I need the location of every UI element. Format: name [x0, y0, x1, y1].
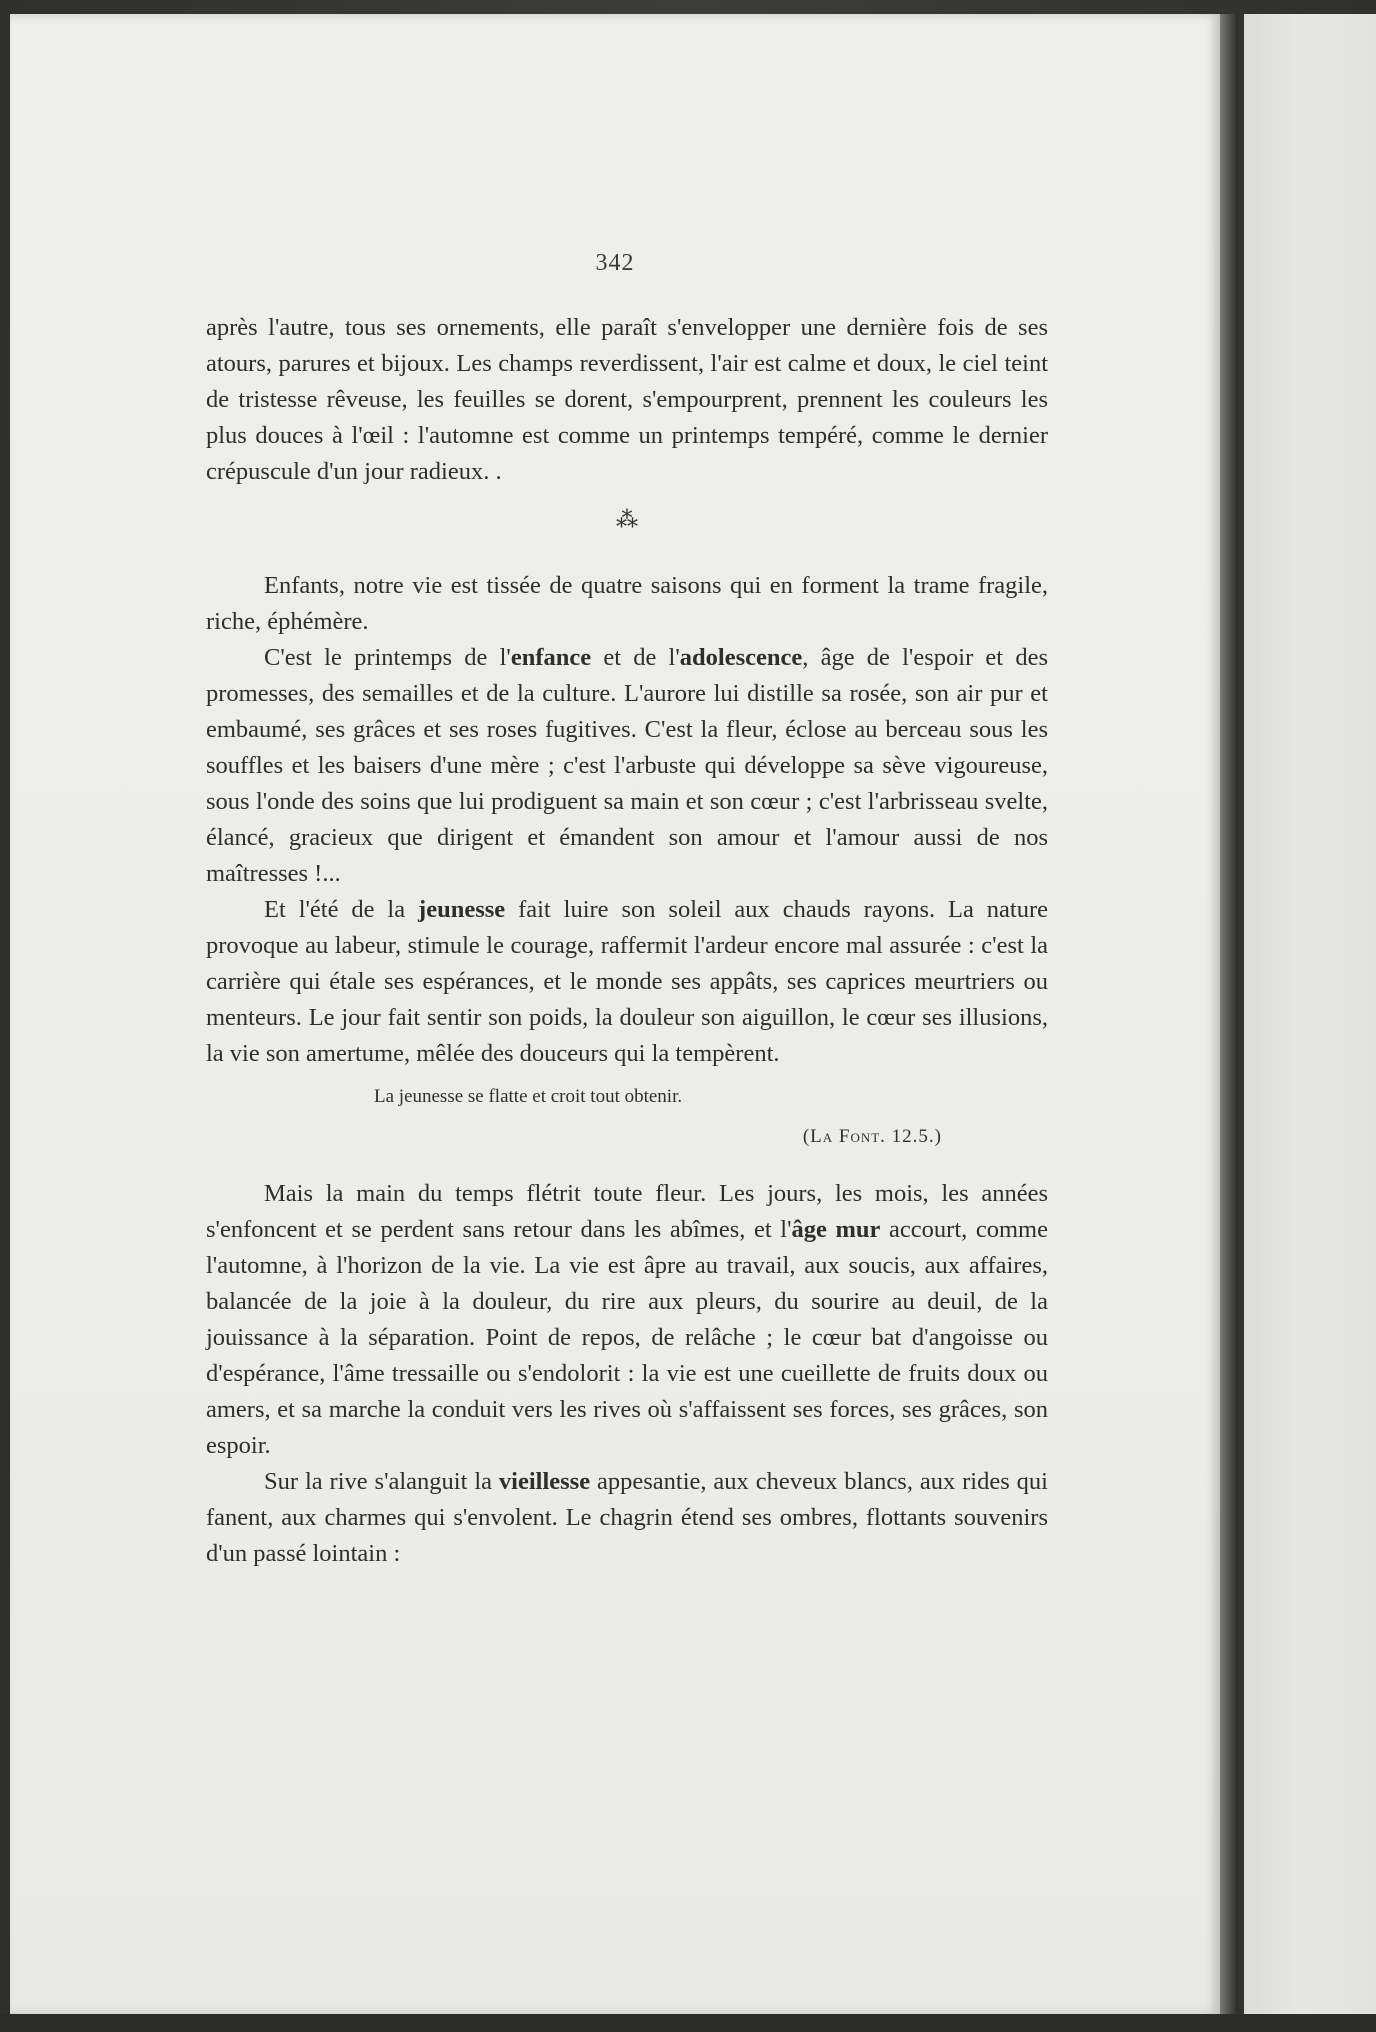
citation-open: ( [802, 1126, 811, 1147]
facing-page-edge [1244, 14, 1376, 2014]
paragraph-automne-intro: après l'autre, tous ses ornements, elle paraît s'envelopper une dernière fois de ses atours, parures et bijoux. Les champs reverdissent, l'air est calme et doux, le ciel teint de tristesse rêveuse, les feuilles se dorent, s'empourprent, prennent les couleurs les plus douces à l'œil : l'automne est comme un printemps tempéré, comme le dernier crépuscule d'un jour radieux. . [206, 314, 1048, 485]
scan-bottom-border [0, 2014, 1376, 2032]
text-run: Sur la rive s'alanguit la [264, 1468, 499, 1495]
text-run: fait luire son soleil aux chauds rayons. La nature provoque au labeur, stimule le courage, raffermit l'ardeur encore mal assurée : c'est la carrière qui étale ses espérances, et le monde ses appâts, ses caprices meurtriers ou menteurs. Le jour fait sentir son poids, la douleur son aiguillon, le cœur ses illusions, la vie son amertume, mêlée des douceurs qui la tempèrent. [206, 896, 1049, 1067]
text-run: et de l' [591, 644, 680, 671]
text-run: C'est le printemps de l' [264, 644, 511, 671]
keyword-age-mur: âge mur [791, 1216, 881, 1243]
page-text [206, 310, 1048, 1572]
keyword-jeunesse: jeunesse [418, 896, 506, 923]
verse-quote: La jeunesse se flatte et croit tout obtenir. [374, 1086, 683, 1107]
quote-citation [206, 1122, 1048, 1152]
text-run: Mais la main du temps flétrit toute fleur. Les jours, les mois, les années s'enfoncent et se perdent sans retour dans les abîmes, et l' [206, 1180, 1048, 1243]
paragraph-printemps [206, 640, 1048, 892]
keyword-vieillesse: vieillesse [498, 1468, 591, 1495]
text-run: accourt, comme l'automne, à l'horizon de la vie. La vie est âpre au travail, aux soucis, aux affaires, balancée de la joie à la douleur, du rire aux pleurs, du sourire au deuil, de la jouissance à la séparation. Point de repos, de relâche ; le cœur bat d'angoisse ou d'espérance, l'âme tressaille ou s'endolorit : la vie est une cueillette de fruits doux ou amers, et sa marche la conduit vers les rives où s'affaissent ses forces, ses grâces, son espoir. [206, 1216, 1048, 1459]
paragraph-enfants: Enfants, notre vie est tissée de quatre saisons qui en forment la trame fragile, riche, éphémère. [206, 572, 1048, 635]
page-number: 342 [595, 250, 635, 276]
paragraph-vieillesse [206, 1464, 1048, 1572]
text-run: Et l'été de la [264, 896, 419, 923]
book-page [10, 14, 1220, 2014]
citation-author: La Font. [810, 1126, 886, 1147]
asterism-divider: ⁂ [616, 507, 638, 532]
keyword-enfance: enfance [510, 644, 592, 671]
text-run: appesantie, aux cheveux blancs, aux rides qui fanent, aux charmes qui s'envolent. Le chagrin étend ses ombres, flottants souvenirs d'un passé lointain : [206, 1468, 1048, 1567]
citation-ref: 12.5.) [885, 1126, 942, 1147]
book-gutter [1220, 14, 1238, 2014]
paragraph-automne [206, 1176, 1048, 1464]
text-run: , âge de l'espoir et des promesses, des semailles et de la culture. L'aurore lui distille sa rosée, son air pur et embaumé, ses grâces et ses roses fugitives. C'est la fleur, éclose au berceau sous les souffles et les baisers d'une mère ; c'est l'arbuste qui développe sa sève vigoureuse, sous l'onde des soins que lui prodiguent sa main et son cœur ; c'est l'arbrisseau svelte, élancé, gracieux que dirigent et émandent son amour et l'amour aussi de nos maîtresses !... [206, 644, 1048, 887]
keyword-adolescence: adolescence [679, 644, 803, 671]
paragraph-ete [206, 892, 1048, 1072]
